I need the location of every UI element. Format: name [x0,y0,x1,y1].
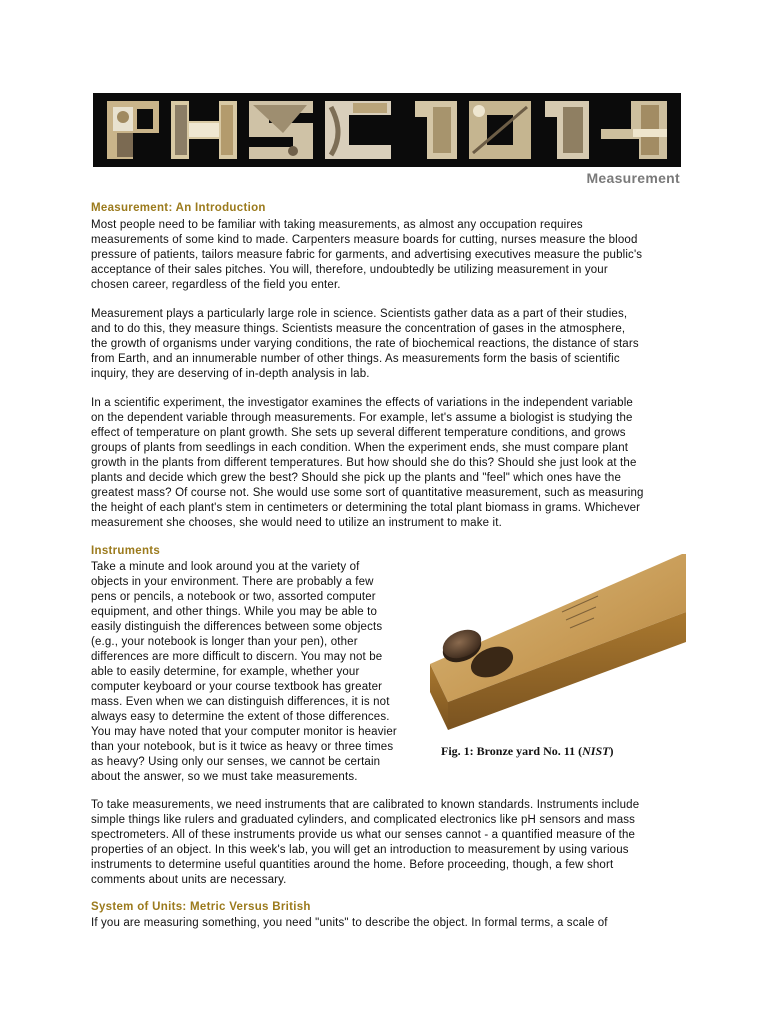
letter-s-image [249,101,313,159]
text-line: instruments to determine useful quantities around the home. Before proceeding, though, a few short [91,859,614,871]
intro-paragraph-1 [91,218,642,293]
letter-c-image [325,101,391,159]
instruments-paragraph-2 [91,798,639,888]
text-line: plants and decide which grew the best? Should she pick up the plants and "feel" which ones have the [91,472,621,484]
letter-h-image [171,101,237,159]
caption-suffix: ) [609,744,614,758]
text-line: properties of an object. In this week's lab, you will get an introduction to measurement by using various [91,844,629,856]
text-line: always easy to determine the extent of those differences. [91,711,390,723]
text-line: chosen career, regardless of the field you enter. [91,279,341,291]
text-line: groups of plants from seedlings in each condition. When the experiment ends, she must compare plant [91,442,629,454]
text-line: measurement she chooses, she would need to utilize an instrument to make it. [91,517,502,529]
text-line: mass. Even when we can distinguish differences, it is not [91,696,390,708]
text-line: computer keyboard or your course textbook has greater [91,681,383,693]
units-heading: System of Units: Metric Versus British [91,901,311,913]
text-line: objects in your environment. There are probably a few [91,576,374,588]
text-line: To take measurements, we need instruments that are calibrated to known standards. Instruments include [91,799,640,811]
intro-heading: Measurement: An Introduction [91,202,266,214]
text-line: (e.g., your notebook is longer than your pen), other [91,636,358,648]
text-line: inquiry, they are deserving of in-depth analysis in lab. [91,368,370,380]
intro-paragraph-2 [91,307,639,382]
text-line: simple things like rulers and graduated cylinders, and complicated electronics like pH sensors and mass [91,814,636,826]
text-line: Measurement plays a particularly large role in science. Scientists gather data as a part of their studies, [91,308,628,320]
text-line: easily distinguish the differences between some objects [91,621,383,633]
intro-paragraph-3 [91,396,644,531]
text-line: the growth of organisms under varying conditions, the rate of biochemical reactions, the distance of stars [91,338,639,350]
digit-0-image [469,101,531,159]
text-line: pens or pencils, a notebook or two, assorted computer [91,591,376,603]
caption-source: NIST [582,744,610,758]
bronze-yard-figure [430,552,686,732]
text-line: from Earth, and an innumerable number of other things. As measurements form the basis of scientific [91,353,620,365]
text-line: equipment, and other things. While you may be able to [91,606,378,618]
text-line: as heavy? Using only our senses, we cannot be certain [91,756,381,768]
text-line: on the dependent variable through measurements. For example, let's assume a biologist is studying the [91,412,633,424]
page-section-label: Measurement [586,170,680,186]
units-paragraph-1 [91,916,608,931]
text-line: able to easily determine, for example, whether your [91,666,360,678]
digit-4-image [601,101,667,159]
text-line: pressure of patients, tailors measure fabric for garments, and advertising executives measure the public's [91,249,643,261]
text-line: about the answer, so we must take measurements. [91,771,358,783]
bronze-yard-image [430,552,686,732]
text-line: than your notebook, but is it twice as heavy or three times [91,741,394,753]
text-line: differences are more difficult to discern. You may not be [91,651,383,663]
text-line: In a scientific experiment, the investigator examines the effects of variations in the independent variable [91,397,633,409]
instruments-heading: Instruments [91,545,161,557]
caption-prefix: Fig. 1: Bronze yard No. 11 ( [441,744,583,758]
text-line: growth in the plants from different temperatures. But how should she do this? Should she just look at the [91,457,637,469]
text-line: comments about units are necessary. [91,874,287,886]
text-line: effect of temperature on plant growth. She sets up several different temperature conditions, and grows [91,427,626,439]
banner-graphic [93,93,681,167]
text-line: the height of each plant's stem in centimeters or determining the total plant biomass in grams. Whichever [91,502,641,514]
text-line: and to do this, they measure things. Scientists measure the concentration of gases in the atmosphere, [91,323,626,335]
text-line: Most people need to be familiar with taking measurements, as almost any occupation requires [91,219,583,231]
text-line: measurements of some kind to made. Carpenters measure boards for cutting, nurses measure the blood [91,234,638,246]
text-line: acceptance of their sales pitches. You will, therefore, undoubtedly be utilizing measurement in your [91,264,608,276]
course-banner [93,93,681,167]
text-line: Take a minute and look around you at the variety of [91,561,360,573]
text-line: If you are measuring something, you need "units" to describe the object. In formal terms, a scale of [91,917,608,929]
text-line: greatest mass? Of course not. She would use some sort of quantitative measurement, such as measuring [91,487,644,499]
letter-p-image [107,101,159,159]
text-line: spectrometers. All of these instruments provide us what our senses cannot - a quantified measure of the [91,829,636,841]
figure-caption [441,744,613,759]
instruments-paragraph-1 [91,560,397,785]
text-line: You may have noted that your computer monitor is heavier [91,726,397,738]
